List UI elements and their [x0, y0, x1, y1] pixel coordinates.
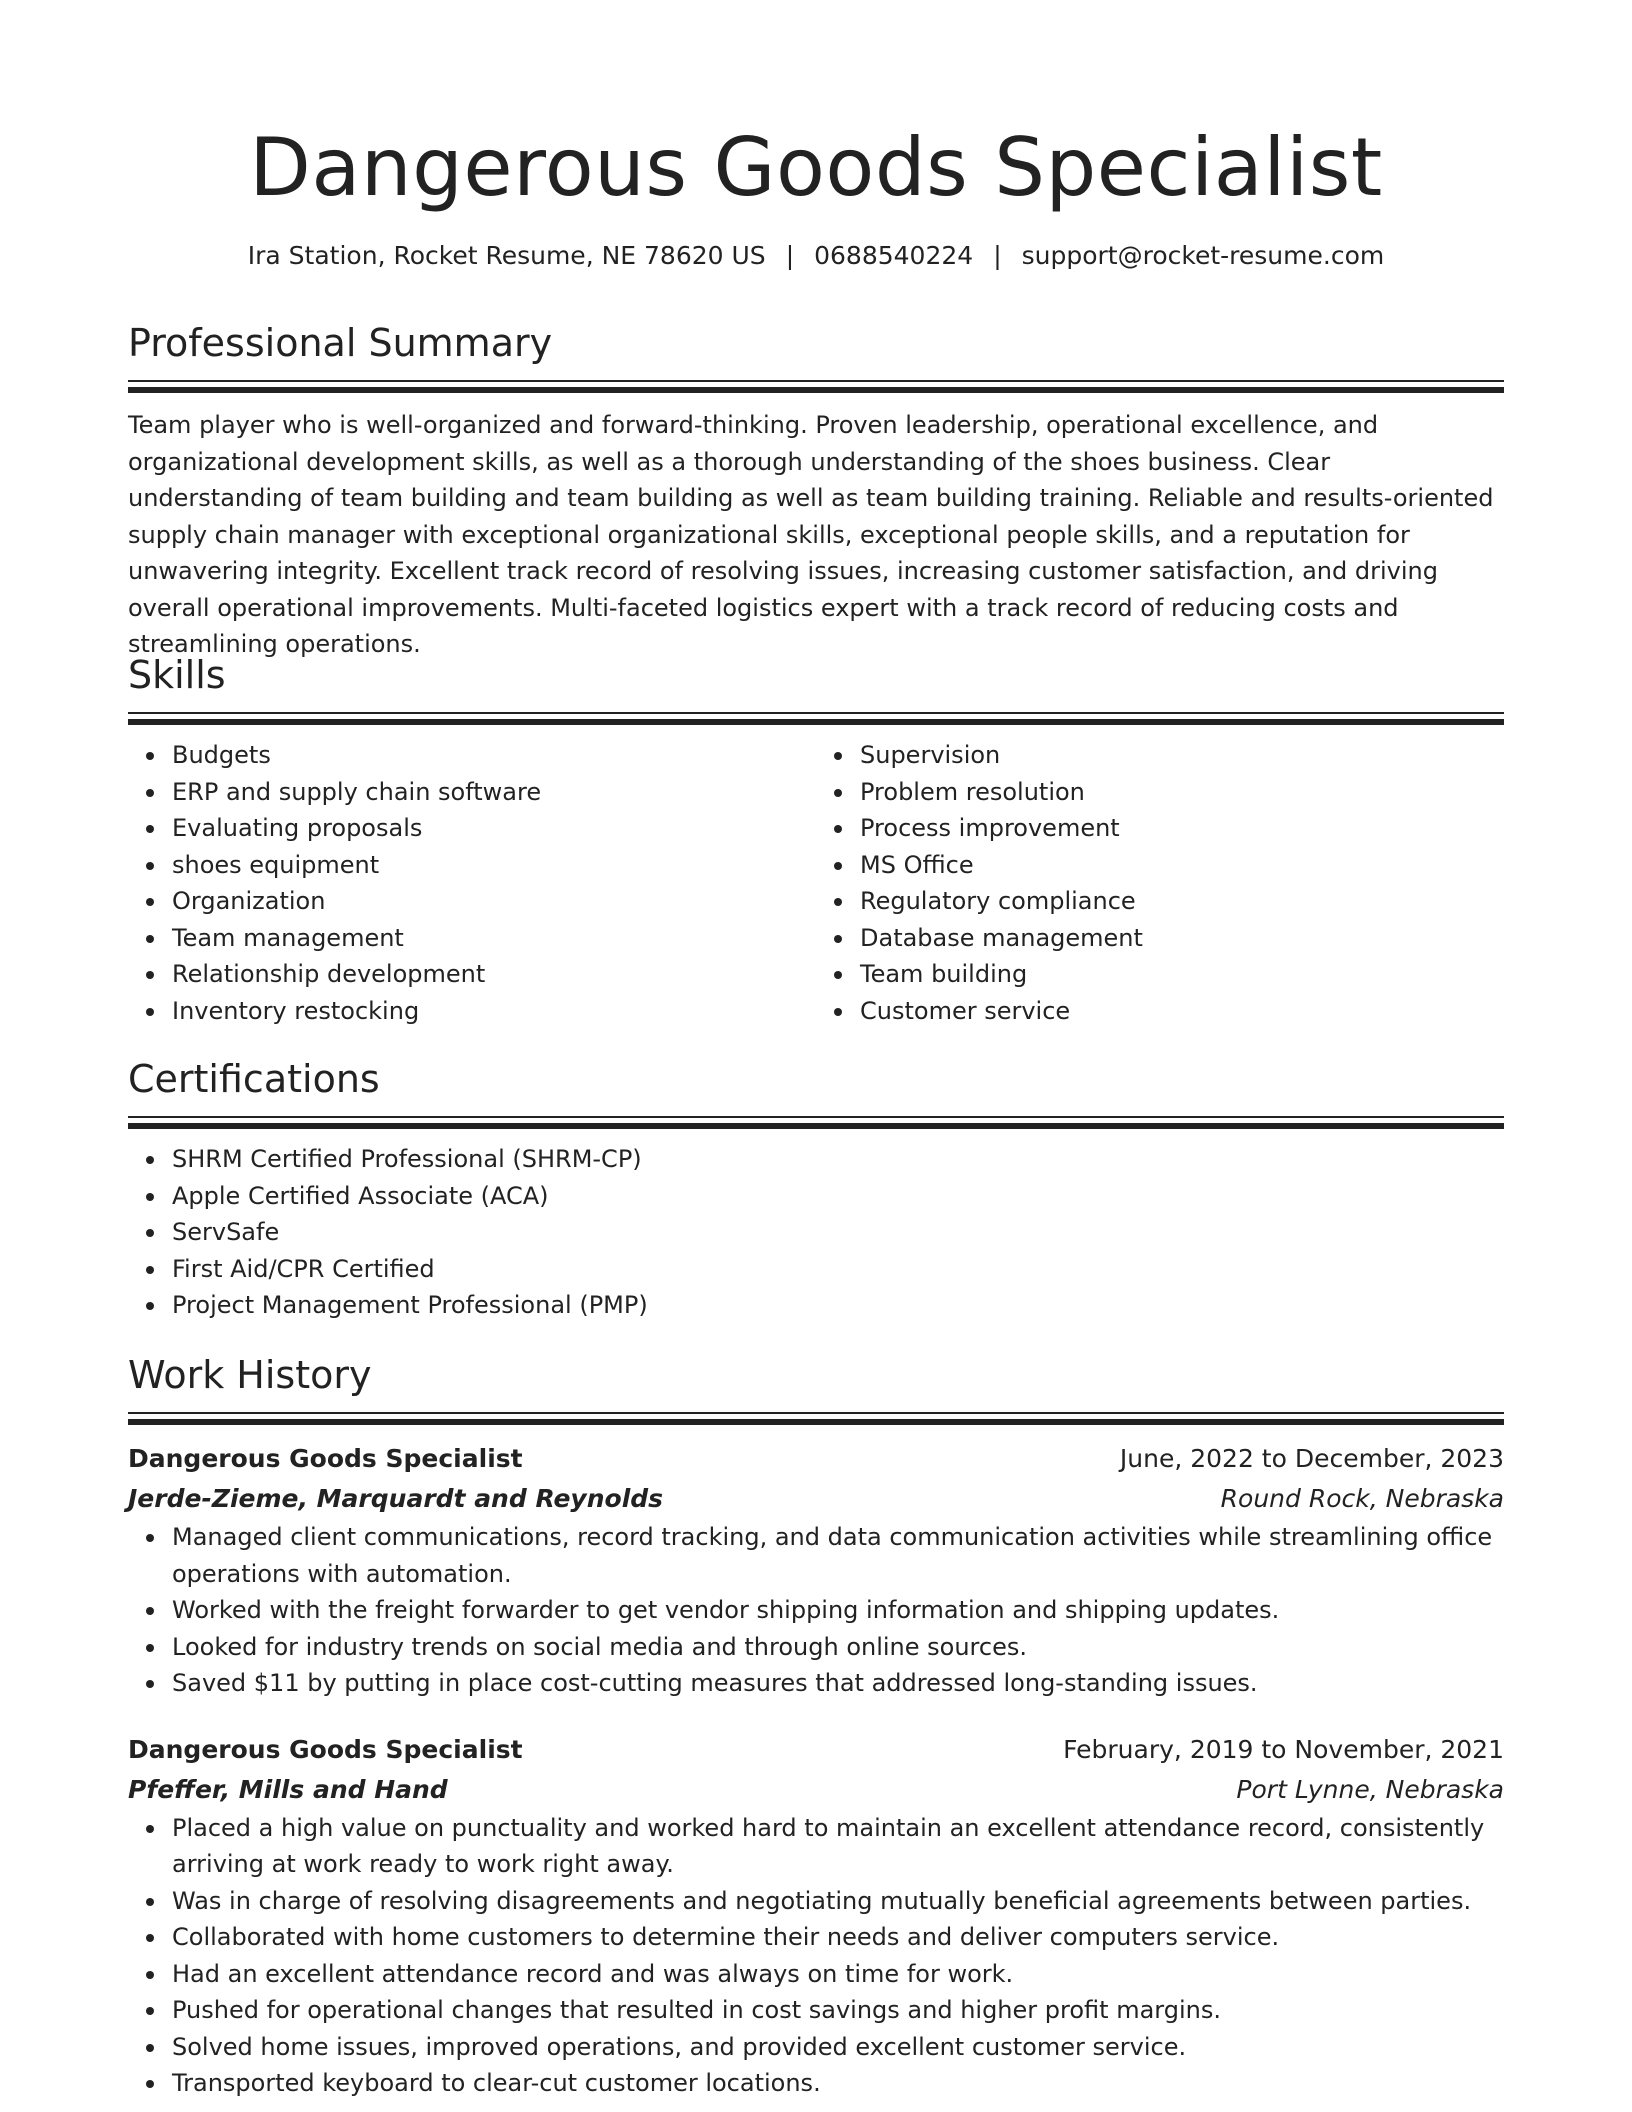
certifications-section: [128, 1054, 1504, 1324]
job-bullet: Saved $11 by putting in place cost-cutting measures that addressed long-standing issues.: [172, 1665, 1504, 1702]
skill-item: Budgets: [172, 737, 816, 774]
job-header-row: [128, 1730, 1504, 1770]
certifications-list: [128, 1141, 1504, 1324]
job-header-row: [128, 1439, 1504, 1479]
contact-address: Ira Station, Rocket Resume, NE 78620 US: [247, 241, 766, 270]
job-bullets: [128, 1519, 1504, 1702]
section-rule: [128, 712, 1504, 714]
section-heading: Certifications: [128, 1057, 380, 1101]
contact-email: support@rocket-resume.com: [1021, 241, 1385, 270]
job-bullets: [128, 1810, 1504, 2102]
skill-item: MS Office: [860, 847, 1504, 884]
summary-section: [128, 318, 1504, 663]
job-location: Port Lynne, Nebraska: [1236, 1774, 1504, 1804]
job-bullet: Was in charge of resolving disagreements and negotiating mutually beneficial agreements between parties.: [172, 1883, 1504, 1920]
job-bullet: Had an excellent attendance record and was always on time for work.: [172, 1956, 1504, 1993]
skills-list-right: [816, 737, 1504, 1029]
job-dates: February, 2019 to November, 2021: [1063, 1734, 1504, 1764]
certification-item: Apple Certified Associate (ACA): [172, 1178, 1504, 1215]
job-bullet: Collaborated with home customers to determine their needs and deliver computers service.: [172, 1919, 1504, 1956]
certification-item: SHRM Certified Professional (SHRM-CP): [172, 1141, 1504, 1178]
job-entry: [128, 1730, 1504, 2102]
skills-list-left: [128, 737, 816, 1029]
section-rule: [128, 380, 1504, 382]
skill-item: Problem resolution: [860, 774, 1504, 811]
summary-text: Team player who is well-organized and forward-thinking. Proven leadership, operational excellence, and organizational development skills, as well as a thorough understanding of the shoes business. Clear understanding of team building and team building as well as team building training. Reliable and results-oriented supply chain manager with exceptional organizational skills, exceptional people skills, and a reputation for unwavering integrity. Excellent track record of resolving issues, increasing customer satisfaction, and driving overall operational improvements. Multi-faceted logistics expert with a track record of reducing costs and streamlining operations.: [128, 411, 1494, 658]
job-bullet: Placed a high value on punctuality and worked hard to maintain an excellent attendance record, consistently arriving at work ready to work right away.: [172, 1810, 1504, 1883]
job-bullet: Transported keyboard to clear-cut customer locations.: [172, 2065, 1504, 2102]
certification-item: Project Management Professional (PMP): [172, 1287, 1504, 1324]
work-history-section: [128, 1350, 1504, 2102]
skill-item: Organization: [172, 883, 816, 920]
job-company-row: [128, 1770, 1504, 1810]
resume-title: Dangerous Goods Specialist: [249, 121, 1383, 214]
job-company: Jerde-Zieme, Marquardt and Reynolds: [128, 1484, 664, 1513]
job-dates: June, 2022 to December, 2023: [1119, 1444, 1504, 1473]
skill-item: Customer service: [860, 993, 1504, 1030]
certification-item: ServSafe: [172, 1214, 1504, 1251]
skill-item: Supervision: [860, 737, 1504, 774]
section-rule: [128, 1116, 1504, 1118]
job-title: Dangerous Goods Specialist: [128, 1444, 523, 1473]
job-bullet: Pushed for operational changes that resulted in cost savings and higher profit margins.: [172, 1992, 1504, 2029]
contact-separator: |: [993, 241, 1002, 270]
skill-item: Inventory restocking: [172, 993, 816, 1030]
job-bullet: Worked with the freight forwarder to get vendor shipping information and shipping updates.: [172, 1592, 1504, 1629]
skills-section: [128, 650, 1504, 1029]
job-title: Dangerous Goods Specialist: [128, 1734, 523, 1764]
contact-separator: |: [785, 241, 795, 270]
contact-line: [128, 238, 1504, 274]
skill-item: Evaluating proposals: [172, 810, 816, 847]
skill-item: Database management: [860, 920, 1504, 957]
certification-item: First Aid/CPR Certified: [172, 1251, 1504, 1288]
section-rule-thick: [128, 719, 1504, 725]
job-bullet: Solved home issues, improved operations, and provided excellent customer service.: [172, 2029, 1504, 2066]
section-heading: Work History: [128, 1353, 372, 1397]
section-rule-thick: [128, 1419, 1504, 1425]
section-heading: Professional Summary: [128, 321, 553, 365]
job-entry: [128, 1439, 1504, 1702]
skill-item: Regulatory compliance: [860, 883, 1504, 920]
job-company-row: [128, 1479, 1504, 1519]
contact-phone: 0688540224: [814, 241, 974, 270]
skill-item: ERP and supply chain software: [172, 774, 816, 811]
job-location: Round Rock, Nebraska: [1220, 1484, 1504, 1513]
section-rule: [128, 1412, 1504, 1414]
section-rule-thick: [128, 1123, 1504, 1129]
job-bullet: Looked for industry trends on social media and through online sources.: [172, 1629, 1504, 1666]
section-rule-thick: [128, 387, 1504, 393]
job-company: Pfeffer, Mills and Hand: [128, 1774, 448, 1804]
skill-item: Team building: [860, 956, 1504, 993]
skill-item: shoes equipment: [172, 847, 816, 884]
skill-item: Team management: [172, 920, 816, 957]
skill-item: Process improvement: [860, 810, 1504, 847]
skill-item: Relationship development: [172, 956, 816, 993]
section-heading: Skills: [128, 653, 226, 697]
skills-columns: [128, 737, 1504, 1029]
job-bullet: Managed client communications, record tracking, and data communication activities while streamlining office operations with automation.: [172, 1519, 1504, 1592]
